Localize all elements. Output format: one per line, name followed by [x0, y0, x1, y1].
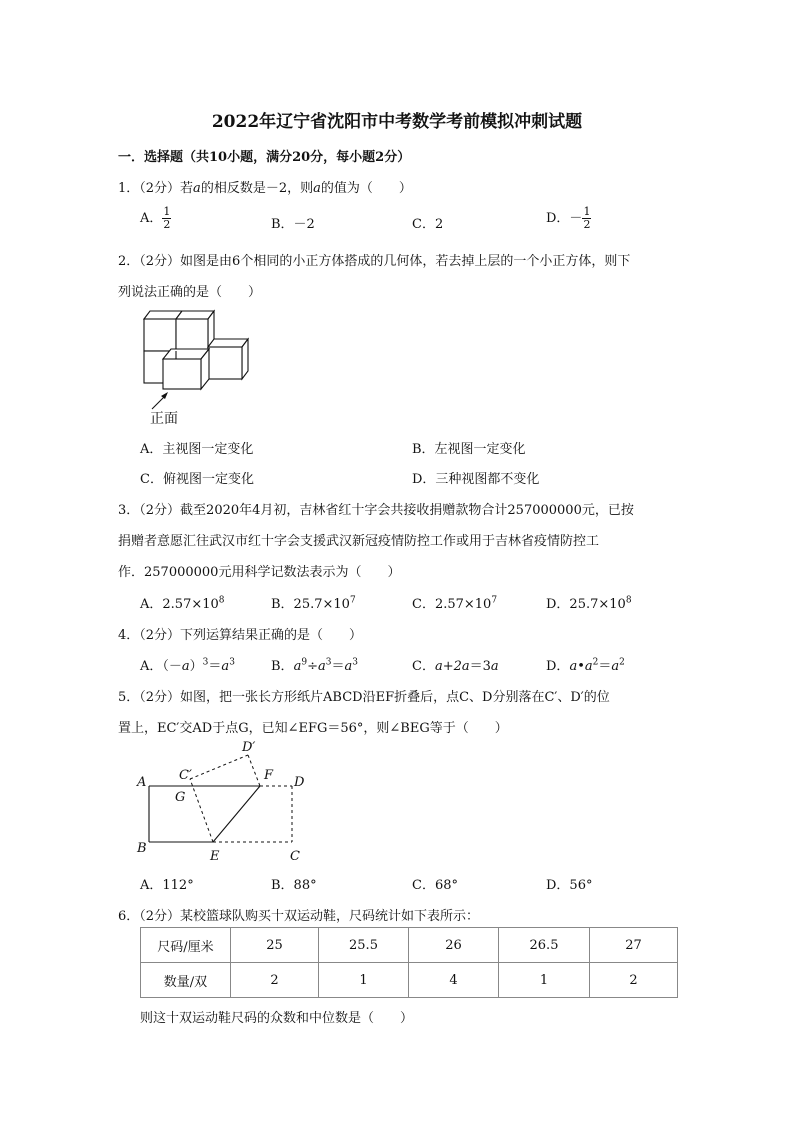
option-text: ＝: [598, 659, 612, 674]
label-d-prime: D′: [242, 740, 256, 755]
label-e: E: [210, 849, 220, 864]
table-row: [141, 928, 678, 963]
q3-option-a[interactable]: [140, 593, 225, 612]
q4-option-b[interactable]: [271, 655, 358, 674]
fraction: [162, 206, 171, 231]
option-text: A．（－: [140, 659, 182, 674]
exponent: 2: [592, 657, 599, 668]
option-text: ＝3: [469, 659, 491, 674]
q2-option-a[interactable]: A．主视图一定变化: [140, 442, 254, 457]
q3-option-c[interactable]: [412, 593, 497, 612]
q2-option-b[interactable]: B．左视图一定变化: [412, 442, 526, 457]
q1-var: a: [313, 181, 321, 196]
segment-ec1: [190, 779, 213, 842]
table-cell: 4: [409, 963, 499, 998]
exponent: 8: [625, 595, 632, 606]
table-cell: 1: [499, 963, 590, 998]
q1-stem-part: 1．（2分）若: [118, 181, 194, 196]
page-title: 2022年辽宁省沈阳市中考数学考前模拟冲刺试题: [211, 112, 583, 132]
option-text: B．: [271, 659, 294, 674]
denominator: 2: [583, 218, 591, 231]
label-b: B: [137, 841, 147, 856]
option-text: C．: [412, 659, 435, 674]
cube-front-face: [144, 319, 176, 351]
var: a: [293, 659, 302, 674]
question-3-line1: 3．（2分）截至2020年4月初，吉林省红十字会共接收捐赠款物合计257000000元，已按: [118, 503, 634, 518]
fold-line-ef: [213, 786, 260, 842]
var: a: [181, 659, 190, 674]
q1-option-a[interactable]: [140, 206, 171, 231]
q5-option-b[interactable]: B．88°: [271, 878, 317, 893]
q3-option-d[interactable]: [546, 593, 632, 612]
label-f: F: [264, 768, 274, 783]
question-4-stem: 4．（2分）下列运算结果正确的是（ ）: [118, 628, 363, 643]
var: a+2a: [434, 659, 470, 674]
question-3-line3: 作．257000000元用科学记数法表示为（ ）: [118, 565, 401, 580]
exponent: 3: [229, 657, 235, 668]
option-label: D．－: [546, 211, 583, 226]
q1-var: a: [193, 181, 201, 196]
table-cell: 2: [590, 963, 678, 998]
option-text: D．: [546, 659, 570, 674]
table-row: [141, 963, 678, 998]
fraction: [582, 206, 591, 231]
option-text: D．25.7×10: [546, 597, 626, 612]
option-text: ÷: [307, 659, 318, 674]
q5-option-c[interactable]: C．68°: [412, 878, 458, 893]
q5-option-d[interactable]: D．56°: [546, 878, 593, 893]
table-cell: 25: [231, 928, 319, 963]
option-text: ＝: [208, 659, 222, 674]
cube-front-face: [163, 359, 201, 389]
question-3-line2: 捐赠者意愿汇往武汉市红十字会支援武汉新冠疫情防控工作或用于吉林省疫情防控工: [118, 534, 600, 549]
label-g: G: [175, 790, 186, 805]
size-table: [140, 927, 678, 998]
denominator: 2: [163, 218, 171, 231]
q1-stem-part: 的相反数是－2，则: [200, 181, 314, 196]
var: a•a: [569, 659, 593, 674]
var: a: [221, 659, 230, 674]
var: a: [344, 659, 353, 674]
question-6-tail: 则这十双运动鞋尺码的众数和中位数是（ ）: [140, 1011, 414, 1026]
q4-option-c[interactable]: [412, 655, 499, 674]
question-2-line2: 列说法正确的是（ ）: [118, 285, 262, 300]
option-text: ＝: [331, 659, 345, 674]
q1-option-d[interactable]: [546, 206, 591, 231]
exponent: 2: [619, 657, 625, 668]
exponent: 7: [349, 595, 356, 606]
cube-front-face: [208, 347, 242, 379]
table-cell: 27: [590, 928, 678, 963]
q2-option-d[interactable]: D．三种视图都不变化: [412, 472, 540, 487]
question-2-line1: 2．（2分）如图是由6个相同的小正方体搭成的几何体，若去掉上层的一个小正方体，则下: [118, 254, 631, 269]
exponent: 3: [352, 657, 358, 668]
segment-d1f: [248, 755, 260, 786]
table-cell: 26.5: [499, 928, 590, 963]
segment-c1d1: [190, 755, 248, 779]
option-text: B．25.7×10: [271, 597, 350, 612]
question-1-stem: [118, 177, 412, 196]
q3-option-b[interactable]: [271, 593, 356, 612]
option-label: A．: [140, 211, 163, 226]
q2-option-c[interactable]: C．俯视图一定变化: [140, 472, 254, 487]
fold-figure: [130, 735, 320, 865]
option-text: ）: [189, 659, 203, 674]
cube-top-face: [208, 339, 248, 347]
front-label: 正面: [150, 411, 178, 427]
label-c-prime: C′: [179, 768, 192, 783]
table-header-cell: 数量/双: [141, 963, 231, 998]
label-c: C: [290, 849, 300, 864]
exponent: 3: [202, 657, 209, 668]
q4-option-a[interactable]: [140, 655, 235, 674]
option-text: C．2.57×10: [412, 597, 492, 612]
question-5-line1: 5．（2分）如图，把一张长方形纸片ABCD沿EF折叠后，点C、D分别落在C′、D′的位: [118, 690, 610, 705]
exponent: 8: [218, 595, 225, 606]
table-cell: 25.5: [319, 928, 409, 963]
q5-option-a[interactable]: A．112°: [140, 878, 194, 893]
section-heading: 一．选择题（共10小题，满分20分，每小题2分）: [118, 150, 411, 165]
option-text: A．2.57×10: [140, 597, 219, 612]
front-arrow-head: [161, 392, 168, 399]
exponent: 9: [301, 657, 308, 668]
q1-option-c[interactable]: C．2: [412, 217, 444, 232]
numerator: 1: [583, 205, 591, 218]
table-cell: 26: [409, 928, 499, 963]
table-header-cell: 尺码/厘米: [141, 928, 231, 963]
question-5-line2: 置上，EC′交AD于点G，已知∠EFG＝56°，则∠BEG等于（ ）: [118, 721, 508, 736]
exponent: 7: [491, 595, 498, 606]
var: a: [490, 659, 499, 674]
q1-stem-part: 的值为（ ）: [320, 181, 412, 196]
q4-option-d[interactable]: [546, 655, 625, 674]
table-cell: 1: [319, 963, 409, 998]
numerator: 1: [163, 205, 171, 218]
var: a: [317, 659, 326, 674]
table-cell: 2: [231, 963, 319, 998]
cube-side-face: [242, 339, 248, 379]
cube-front-face: [176, 319, 208, 351]
var: a: [611, 659, 620, 674]
q1-option-b[interactable]: B．－2: [271, 217, 315, 232]
question-6-stem: 6．（2分）某校篮球队购买十双运动鞋，尺码统计如下表所示：: [118, 909, 480, 924]
label-d: D: [294, 775, 305, 790]
label-a: A: [137, 775, 147, 790]
exponent: 3: [325, 657, 332, 668]
